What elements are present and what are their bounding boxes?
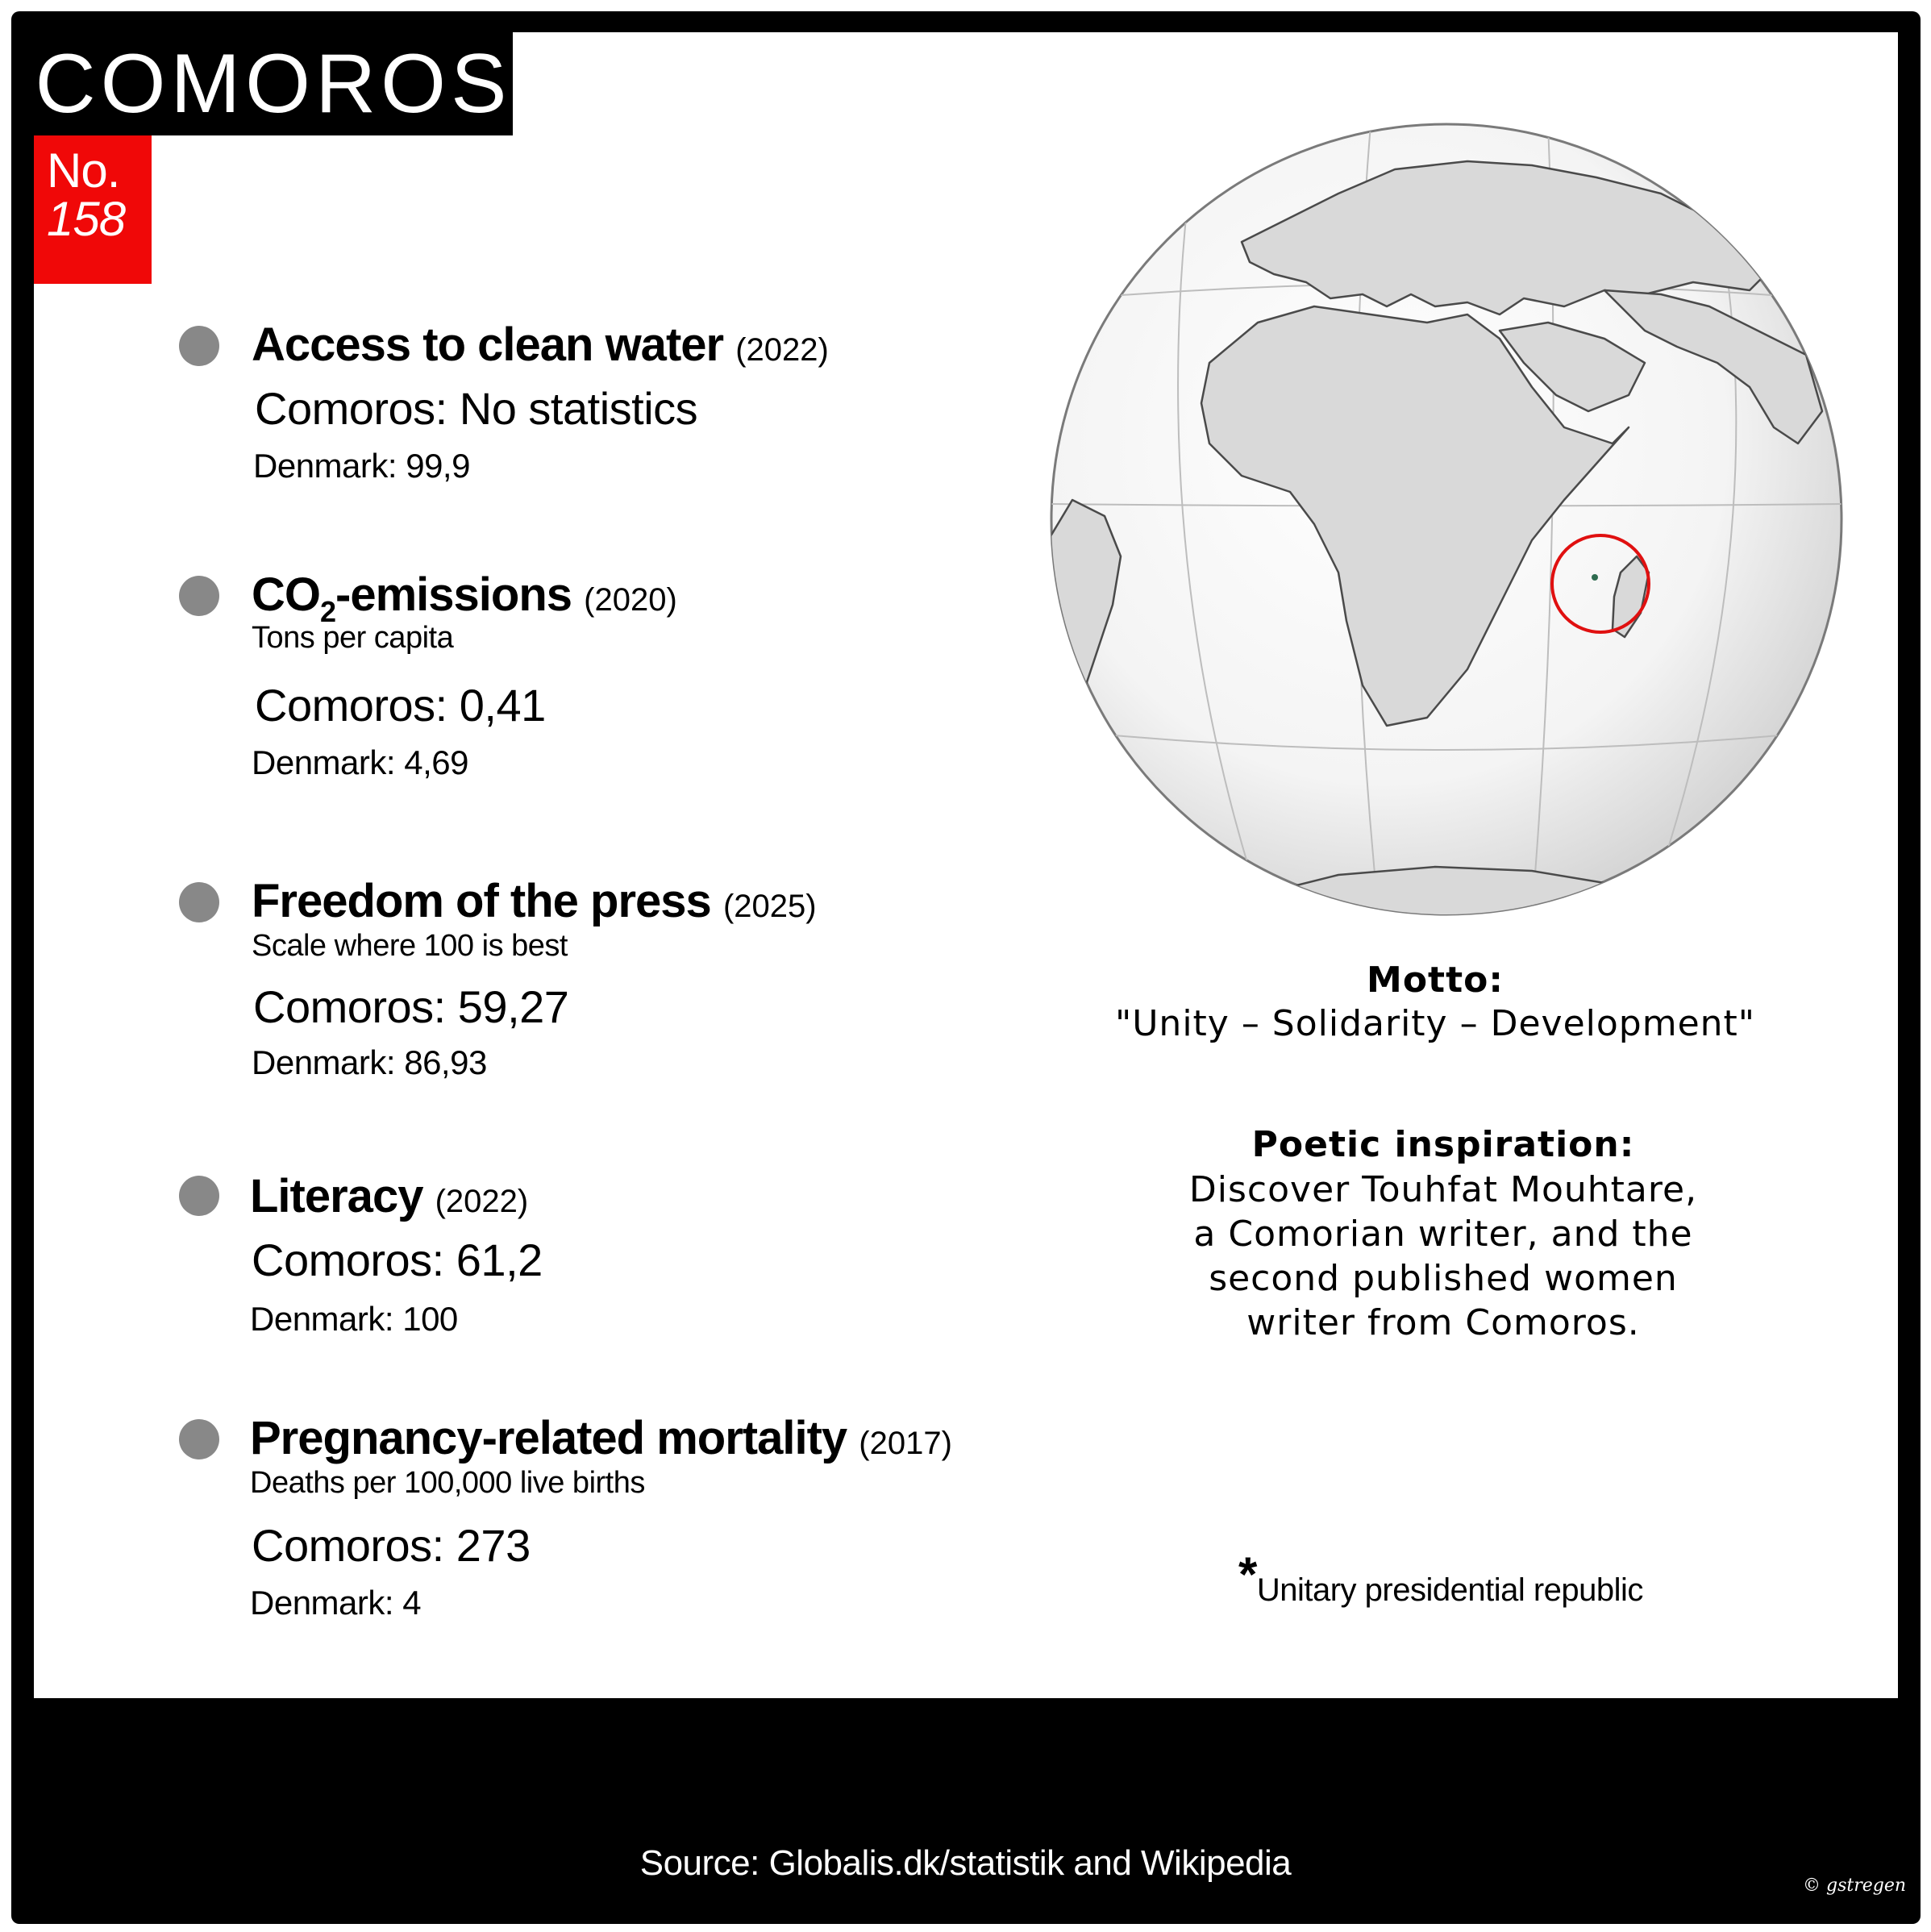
stat-denmark-value: Denmark: 4 [250, 1584, 422, 1622]
stat-year: (2022) [735, 332, 829, 368]
poetic-line: a Comorian writer, and the [1193, 1214, 1693, 1255]
stat-title-subscript: 2 [320, 595, 336, 628]
asterisk-icon: * [1238, 1547, 1257, 1601]
stat-title [252, 874, 817, 928]
stat-comoros-value: Comoros: 59,27 [253, 981, 569, 1032]
artist-signature: © gstregen [1803, 1876, 1907, 1896]
source-credit: Source: Globalis.dk/statistik and Wikipedia [639, 1843, 1292, 1883]
bullet-icon [179, 1419, 219, 1459]
poetic-text [1129, 1168, 1758, 1345]
stat-title-text: Freedom of the press [252, 875, 711, 927]
stat-comoros-value: Comoros: 273 [252, 1520, 531, 1571]
poetic-heading: Poetic inspiration: [1251, 1124, 1635, 1165]
poetic-line: Discover Touhfat Mouhtare, [1188, 1169, 1698, 1210]
motto-text: "Unity – Solidarity – Development" [1114, 1003, 1756, 1044]
stat-denmark-value: Denmark: 86,93 [252, 1043, 487, 1081]
government-footnote [1238, 1547, 1643, 1612]
stat-title [250, 1411, 952, 1465]
stat-comoros-value: Comoros: 61,2 [252, 1235, 543, 1285]
country-number-badge [34, 135, 152, 284]
stat-subtitle: Tons per capita [252, 621, 454, 655]
number-prefix: No. [47, 144, 120, 198]
stat-subtitle: Deaths per 100,000 live births [250, 1466, 645, 1500]
stat-title-suffix: -emissions [335, 568, 572, 621]
globe-map [1048, 121, 1846, 919]
bullet-icon [179, 1176, 219, 1216]
stat-denmark-value: Denmark: 99,9 [253, 447, 470, 485]
stat-title [250, 1169, 528, 1223]
stat-denmark-value: Denmark: 100 [250, 1300, 458, 1338]
stat-comoros-value: Comoros: No statistics [255, 383, 698, 434]
stat-year: (2025) [722, 889, 817, 924]
stat-year: (2020) [584, 582, 677, 618]
stat-title-text: Literacy [250, 1170, 423, 1222]
poetic-line: second published women [1209, 1258, 1678, 1299]
poetic-line: writer from Comoros. [1246, 1302, 1640, 1343]
motto-heading: Motto: [1367, 960, 1504, 1001]
bullet-icon [179, 882, 219, 922]
stat-title-text: Access to clean water [252, 319, 724, 371]
stat-title-text: CO [252, 568, 320, 621]
stat-title [252, 318, 829, 372]
stat-title [252, 568, 677, 629]
stat-year: (2017) [859, 1426, 952, 1461]
stat-title-text: Pregnancy-related mortality [250, 1412, 847, 1464]
stat-subtitle: Scale where 100 is best [252, 929, 568, 963]
comoros-marker [1592, 574, 1598, 581]
stat-denmark-value: Denmark: 4,69 [252, 743, 468, 781]
footnote-text: Unitary presidential republic [1256, 1572, 1643, 1608]
number-value: 158 [47, 192, 126, 246]
country-title: COMOROS [34, 32, 513, 135]
stat-year: (2022) [435, 1184, 529, 1219]
stat-comoros-value: Comoros: 0,41 [255, 680, 546, 731]
bullet-icon [179, 326, 219, 366]
bullet-icon [179, 576, 219, 616]
